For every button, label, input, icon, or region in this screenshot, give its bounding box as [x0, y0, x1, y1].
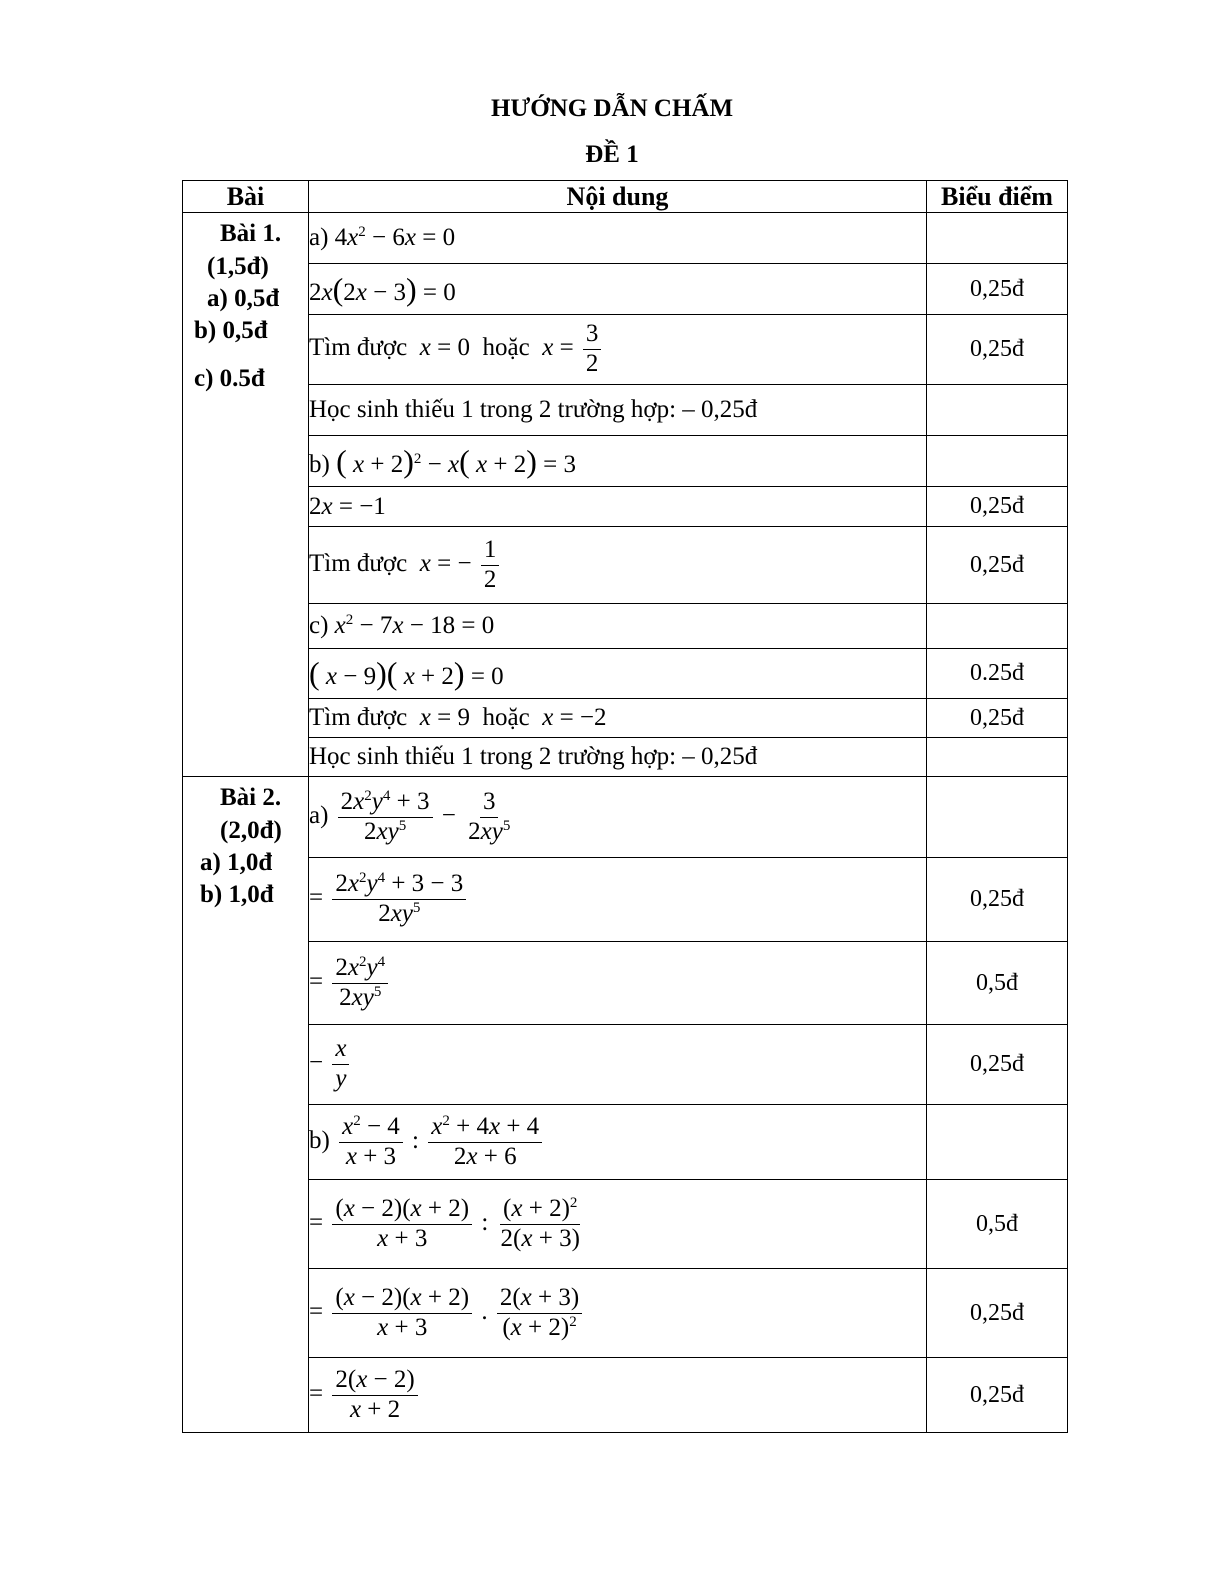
score-cell — [927, 436, 1068, 487]
step-content: Tìm được x = − $\frac{1}{2}$ — [309, 527, 927, 604]
bai1-a-points: a) 0,5đ — [207, 284, 280, 312]
grading-table — [182, 180, 1068, 1433]
score-cell: 0,5đ — [927, 942, 1068, 1025]
tim-duoc-text: Tìm được — [309, 704, 408, 731]
page-title: HƯỚNG DẪN CHẤM — [490, 95, 734, 122]
score-cell: 0,25đ — [927, 315, 1068, 385]
table-row — [183, 1105, 1068, 1180]
table-row — [183, 1180, 1068, 1269]
part-c-label: c) — [309, 612, 329, 639]
bai2-a-points: a) 1,0đ — [200, 848, 273, 876]
step-content: = $\frac{(x - 2)(x + 2)}{x + 3}$ : $\frac{(x + 2)^2}{2(x + 3)}$ — [309, 1180, 927, 1269]
table-row — [183, 777, 1068, 858]
step-content: = $\frac{(x - 2)(x + 2)}{x + 3}$ . $\frac{2(x + 3)}{(x + 2)^2}$ — [309, 1269, 927, 1358]
table-row — [183, 436, 1068, 487]
page-subtitle: ĐỀ 1 — [585, 141, 639, 168]
bai1-label: Bài 1. — [220, 219, 282, 247]
table-row — [183, 699, 1068, 738]
score-cell: 0,25đ — [927, 858, 1068, 942]
table-row — [183, 1358, 1068, 1433]
score-cell — [927, 738, 1068, 777]
hoac-text: hoặc — [482, 334, 530, 362]
part-b-label: b) — [309, 1126, 330, 1154]
score-cell — [927, 213, 1068, 264]
table-row — [183, 942, 1068, 1025]
step-content: a) $\frac{2x^2y^4 + 3}{2xy^5}$ − $\frac{3}{2xy^5}$ — [309, 777, 927, 858]
score-cell: 0,25đ — [927, 1025, 1068, 1105]
step-content: = $\frac{2(x - 2)}{x + 2}$ — [309, 1358, 927, 1433]
table-row — [183, 604, 1068, 649]
score-cell: 0,25đ — [927, 699, 1068, 738]
bai2-label: Bài 2. — [220, 783, 282, 811]
step-content: c) $x^2 - 7x - 18 = 0$ — [309, 604, 927, 649]
step-content: Tìm được x = 0 hoặc x = $\frac{3}{2}$ — [309, 315, 927, 385]
score-cell — [927, 604, 1068, 649]
step-content: ( x − 9)( x + 2) = 0 — [309, 649, 927, 699]
table-row — [183, 1025, 1068, 1105]
bai2-total: (2,0đ) — [220, 816, 282, 844]
tim-duoc-text: Tìm được — [309, 549, 408, 577]
score-cell: 0,5đ — [927, 1180, 1068, 1269]
table-row — [183, 315, 1068, 385]
bai1-c-points: c) 0.5đ — [194, 364, 265, 392]
step-content: Tìm được x = 9 hoặc x = −2 — [309, 699, 927, 738]
table-row — [183, 1269, 1068, 1358]
table-row — [183, 385, 1068, 436]
score-cell — [927, 777, 1068, 858]
header-row — [183, 181, 1068, 213]
table-row — [183, 213, 1068, 264]
score-cell — [927, 385, 1068, 436]
bai1-total: (1,5đ) — [207, 252, 269, 280]
step-content: = $\frac{2x^2y^4 + 3 - 3}{2xy^5}$ — [309, 858, 927, 942]
part-a-label: a) — [309, 801, 329, 829]
bai1-b-points: b) 0,5đ — [194, 316, 268, 344]
step-content: = $\frac{2x^2y^4}{2xy^5}$ — [309, 942, 927, 1025]
table-row — [183, 649, 1068, 699]
step-content: a) $4x^2 - 6x = 0$ — [309, 213, 927, 264]
bai2-cell — [183, 777, 309, 1433]
part-a-label: a) — [309, 224, 329, 251]
score-cell — [927, 1105, 1068, 1180]
score-cell: 0.25đ — [927, 649, 1068, 699]
header-bai: Bài — [183, 181, 309, 213]
score-cell: 0,25đ — [927, 527, 1068, 604]
header-noi-dung: Nội dung — [309, 181, 927, 213]
part-b-label: b) — [309, 450, 330, 478]
bai2-b-points: b) 1,0đ — [200, 880, 274, 908]
score-cell: 0,25đ — [927, 1358, 1068, 1433]
note-content: Học sinh thiếu 1 trong 2 trường hợp: – 0,25đ — [309, 738, 927, 777]
tim-duoc-text: Tìm được — [309, 334, 408, 362]
table-row — [183, 527, 1068, 604]
bai1-cell — [183, 213, 309, 777]
table-row — [183, 487, 1068, 527]
score-cell: 0,25đ — [927, 1269, 1068, 1358]
table-row — [183, 264, 1068, 315]
note-content: Học sinh thiếu 1 trong 2 trường hợp: – 0,25đ — [309, 385, 927, 436]
step-content: b) $\frac{x^2 - 4}{x + 3}$ : $\frac{x^2 + 4x + 4}{2x + 6}$ — [309, 1105, 927, 1180]
step-content: b) ( x + 2)$^2$ − x( x + 2) = 3 — [309, 436, 927, 487]
header-bieu-diem: Biểu điểm — [927, 181, 1068, 213]
score-cell: 0,25đ — [927, 487, 1068, 527]
step-content: 2x(2x − 3) = 0 — [309, 264, 927, 315]
table-row — [183, 858, 1068, 942]
table-row — [183, 738, 1068, 777]
step-content: 2x = −1 — [309, 487, 927, 527]
step-content: − $\frac{x}{y}$ — [309, 1025, 927, 1105]
score-cell: 0,25đ — [927, 264, 1068, 315]
hoac-text: hoặc — [482, 704, 530, 731]
